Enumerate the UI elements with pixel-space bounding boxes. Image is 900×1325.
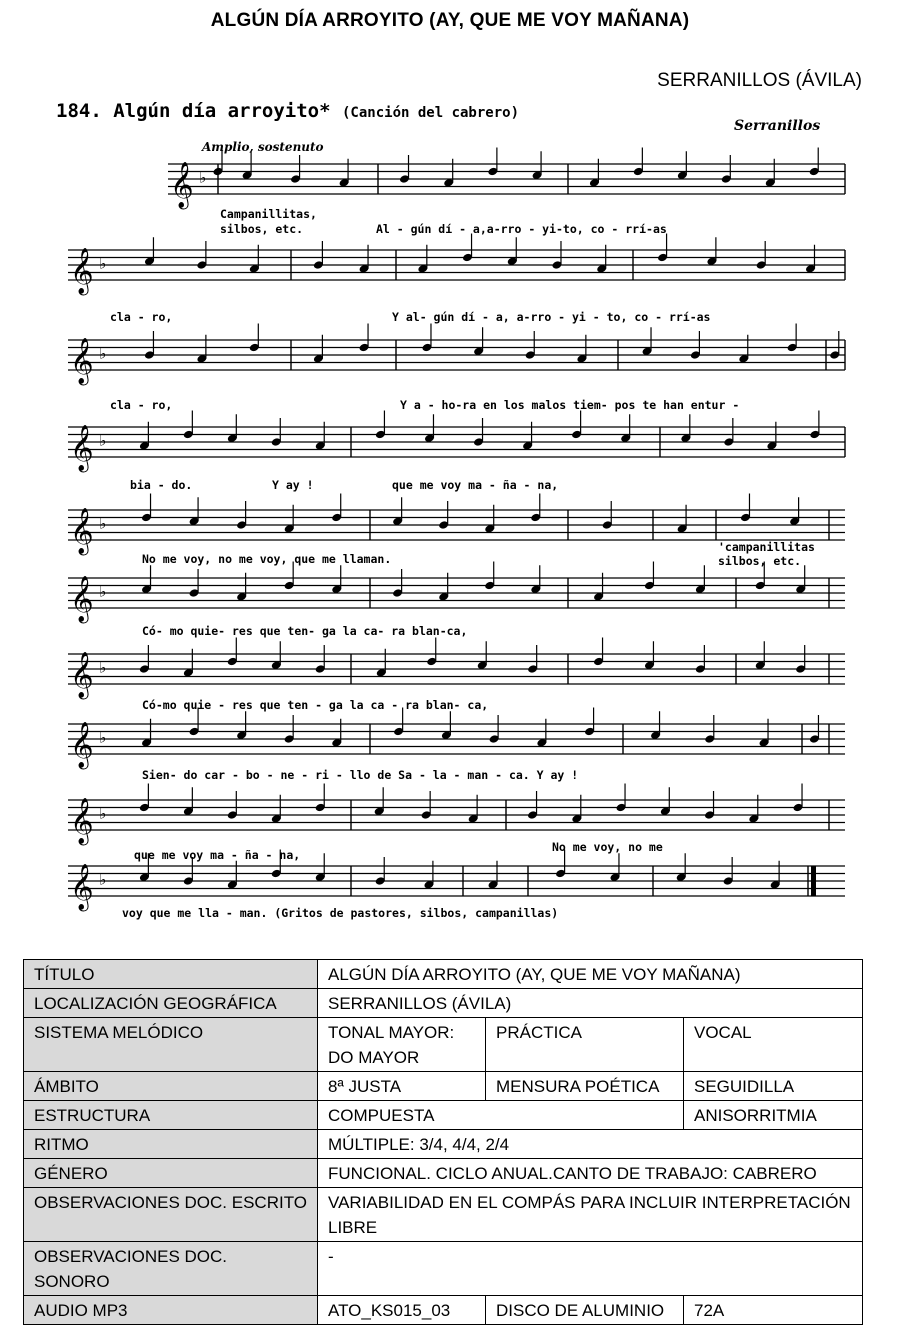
treble-clef-icon: 𝄞 <box>70 425 94 471</box>
treble-clef-icon: 𝄞 <box>70 864 94 910</box>
lyric-line: voy que me lla - man. (Gritos de pastores, silbos, campanillas) <box>122 906 559 920</box>
score-place: Serranillos <box>734 118 821 134</box>
flat-icon: ♭ <box>98 658 108 677</box>
final-bar-line <box>811 866 816 896</box>
ambito-label: ÁMBITO <box>24 1072 318 1101</box>
row-obs-sonoro <box>24 1242 863 1296</box>
flat-icon: ♭ <box>198 168 208 187</box>
localizacion-value: SERRANILLOS (ÁVILA) <box>318 989 863 1018</box>
flat-icon: ♭ <box>98 804 108 823</box>
treble-clef-icon: 𝄞 <box>70 248 94 294</box>
practica-label: PRÁCTICA <box>486 1018 684 1072</box>
lyric-line: silbos, etc. <box>220 222 304 236</box>
lyric-line: Có- mo quie- res que ten- ga la ca- ra blan-ca, <box>142 624 468 638</box>
flat-icon: ♭ <box>98 514 108 533</box>
row-obs-escrito <box>24 1188 863 1242</box>
sistema-value: TONAL MAYOR: DO MAYOR <box>318 1018 486 1072</box>
row-genero <box>24 1159 863 1188</box>
audio-label: AUDIO MP3 <box>24 1296 318 1325</box>
localizacion-label: LOCALIZACIÓN GEOGRÁFICA <box>24 989 318 1018</box>
lyric-line: Campanillitas, <box>220 207 317 221</box>
row-estructura <box>24 1101 863 1130</box>
score-number-title: 184. Algún día arroyito* <box>56 100 331 122</box>
row-ritmo <box>24 1130 863 1159</box>
obs-sonoro-value: - <box>318 1242 863 1296</box>
obs-escrito-label: OBSERVACIONES DOC. ESCRITO <box>24 1188 318 1242</box>
lyric-line: cla - ro, <box>110 310 173 324</box>
genero-label: GÉNERO <box>24 1159 318 1188</box>
lyric-line: Y al- gún dí - a, a-rro - yi - to, co - rrí-as <box>392 310 711 324</box>
treble-clef-icon: 𝄞 <box>170 162 194 208</box>
titulo-value: ALGÚN DÍA ARROYITO (AY, QUE ME VOY MAÑANA) <box>318 960 863 989</box>
lyric-line: No me voy, no me <box>552 840 663 854</box>
lyric-line: Y ay ! <box>272 478 314 492</box>
music-score <box>48 92 860 932</box>
lyric-line: 'campanillitas <box>718 540 815 554</box>
estructura-value: COMPUESTA <box>318 1101 684 1130</box>
place-label: SERRANILLOS (ÁVILA) <box>657 70 862 91</box>
disco-label: DISCO DE ALUMINIO <box>486 1296 684 1325</box>
page-title: ALGÚN DÍA ARROYITO (AY, QUE ME VOY MAÑANA) <box>210 10 690 31</box>
lyric-line: Có-mo quie - res que ten - ga la ca - ra blan- ca, <box>142 698 489 712</box>
treble-clef-icon: 𝄞 <box>70 722 94 768</box>
ritmo-value: MÚLTIPLE: 3/4, 4/4, 2/4 <box>318 1130 863 1159</box>
flat-icon: ♭ <box>98 728 108 747</box>
treble-clef-icon: 𝄞 <box>70 508 94 554</box>
treble-clef-icon: 𝄞 <box>70 576 94 622</box>
mensura-label: MENSURA POÉTICA <box>486 1072 684 1101</box>
practica-value: VOCAL <box>684 1018 863 1072</box>
metadata-table <box>23 959 863 1325</box>
row-titulo <box>24 960 863 989</box>
genero-value: FUNCIONAL. CICLO ANUAL.CANTO DE TRABAJO: CABRERO <box>318 1159 863 1188</box>
row-localizacion <box>24 989 863 1018</box>
mensura-value: SEGUIDILLA <box>684 1072 863 1101</box>
treble-clef-icon: 𝄞 <box>70 652 94 698</box>
flat-icon: ♭ <box>98 870 108 889</box>
lyric-line: Y a - ho-ra en los malos tiem- pos te han entur - <box>400 398 740 412</box>
obs-sonoro-label: OBSERVACIONES DOC. SONORO <box>24 1242 318 1296</box>
lyric-line: que me voy ma - ña - na, <box>134 848 301 862</box>
estructura-label: ESTRUCTURA <box>24 1101 318 1130</box>
lyric-line: cla - ro, <box>110 398 173 412</box>
ritmo-label: RITMO <box>24 1130 318 1159</box>
treble-clef-icon: 𝄞 <box>70 338 94 384</box>
titulo-label: TÍTULO <box>24 960 318 989</box>
treble-clef-icon: 𝄞 <box>70 798 94 844</box>
lyric-line: silbos, etc. <box>718 554 802 568</box>
lyric-line: Al - gún dí - a,a-rro - yi-to, co - rrí-as <box>376 222 667 236</box>
flat-icon: ♭ <box>98 254 108 273</box>
score-tempo: Amplio, sostenuto <box>202 140 324 154</box>
row-audio <box>24 1296 863 1325</box>
row-ambito <box>24 1072 863 1101</box>
anisorritmia-value: ANISORRITMIA <box>684 1101 863 1130</box>
score-subtitle: (Canción del cabrero) <box>342 105 520 121</box>
lyric-line: bia - do. <box>130 478 193 492</box>
audio-value: ATO_KS015_03 <box>318 1296 486 1325</box>
obs-escrito-value: VARIABILIDAD EN EL COMPÁS PARA INCLUIR INTERPRETACIÓN LIBRE <box>318 1188 863 1242</box>
disco-value: 72A <box>684 1296 863 1325</box>
flat-icon: ♭ <box>98 431 108 450</box>
ambito-value: 8ª JUSTA <box>318 1072 486 1101</box>
flat-icon: ♭ <box>98 344 108 363</box>
lyric-line: No me voy, no me voy, que me llaman. <box>142 552 392 566</box>
lyric-line: que me voy ma - ña - na, <box>392 478 559 492</box>
sistema-label: SISTEMA MELÓDICO <box>24 1018 318 1072</box>
lyric-line: Sien- do car - bo - ne - ri - llo de Sa - la - man - ca. Y ay ! <box>142 768 579 782</box>
flat-icon: ♭ <box>98 582 108 601</box>
row-sistema <box>24 1018 863 1072</box>
